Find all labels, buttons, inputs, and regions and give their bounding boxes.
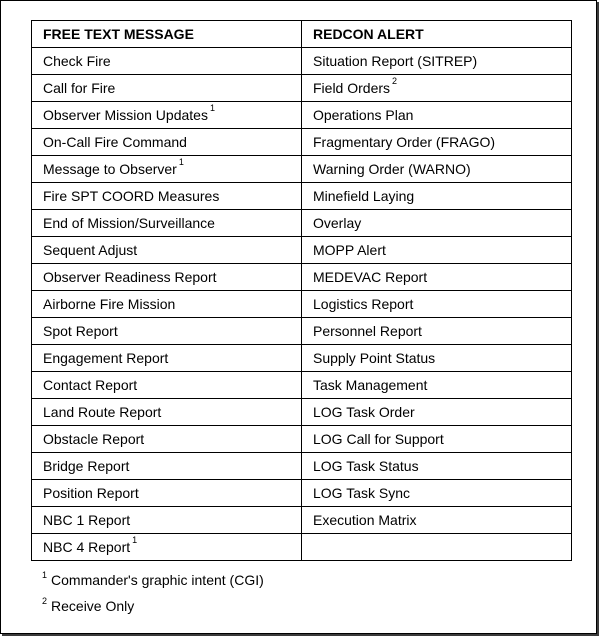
redcon-alert-label: LOG Task Sync xyxy=(313,485,411,501)
redcon-alert-cell xyxy=(302,237,572,264)
free-text-message-label: Check Fire xyxy=(43,53,111,69)
free-text-message-cell xyxy=(32,453,302,480)
table-row xyxy=(32,102,572,129)
free-text-message-label: Sequent Adjust xyxy=(43,242,138,258)
redcon-alert-label: Execution Matrix xyxy=(313,512,417,528)
table-row xyxy=(32,291,572,318)
redcon-alert-label: Situation Report (SITREP) xyxy=(313,53,478,69)
footnote xyxy=(42,567,264,593)
redcon-alert-cell xyxy=(302,318,572,345)
free-text-message-label: Observer Readiness Report xyxy=(43,269,217,285)
redcon-alert-label: Warning Order (WARNO) xyxy=(313,161,471,177)
header-free-text-message: FREE TEXT MESSAGE xyxy=(32,21,302,48)
redcon-alert-cell xyxy=(302,129,572,156)
footnote-marker: 1 xyxy=(42,570,48,580)
redcon-alert-label: MEDEVAC Report xyxy=(313,269,428,285)
footnote-marker: 1 xyxy=(132,535,138,545)
redcon-alert-label: Overlay xyxy=(313,215,362,231)
free-text-message-cell xyxy=(32,480,302,507)
free-text-message-cell xyxy=(32,507,302,534)
table-row xyxy=(32,372,572,399)
free-text-message-cell xyxy=(32,156,302,183)
redcon-alert-label: LOG Task Order xyxy=(313,404,415,420)
redcon-alert-cell xyxy=(302,210,572,237)
redcon-alert-label: Fragmentary Order (FRAGO) xyxy=(313,134,496,150)
free-text-message-label: On-Call Fire Command xyxy=(43,134,187,150)
footnote-text: Receive Only xyxy=(51,598,135,614)
free-text-message-label: Airborne Fire Mission xyxy=(43,296,176,312)
table-row xyxy=(32,534,572,561)
free-text-message-cell xyxy=(32,102,302,129)
table-row xyxy=(32,345,572,372)
redcon-alert-cell xyxy=(302,399,572,426)
free-text-message-cell xyxy=(32,264,302,291)
free-text-message-label: Land Route Report xyxy=(43,404,162,420)
redcon-alert-cell xyxy=(302,345,572,372)
footnote-marker: 1 xyxy=(209,103,215,113)
free-text-message-cell xyxy=(32,534,302,561)
free-text-message-label: Observer Mission Updates xyxy=(43,107,208,123)
free-text-message-label: Obstacle Report xyxy=(43,431,145,447)
redcon-alert-cell xyxy=(302,480,572,507)
free-text-message-cell xyxy=(32,48,302,75)
free-text-message-cell xyxy=(32,318,302,345)
free-text-message-cell xyxy=(32,372,302,399)
footnote-marker: 1 xyxy=(178,157,184,167)
table-body xyxy=(32,48,572,561)
free-text-message-label: Bridge Report xyxy=(43,458,130,474)
table-row xyxy=(32,129,572,156)
redcon-alert-label: Operations Plan xyxy=(313,107,414,123)
table-row xyxy=(32,399,572,426)
free-text-message-label: Position Report xyxy=(43,485,139,501)
free-text-message-cell xyxy=(32,129,302,156)
redcon-alert-label: Task Management xyxy=(313,377,428,393)
table-header-row xyxy=(32,21,572,48)
table-row xyxy=(32,156,572,183)
table-row xyxy=(32,210,572,237)
footnote-marker: 2 xyxy=(42,596,48,606)
redcon-alert-label: LOG Task Status xyxy=(313,458,419,474)
free-text-message-cell xyxy=(32,399,302,426)
redcon-alert-label: Logistics Report xyxy=(313,296,414,312)
redcon-alert-cell xyxy=(302,75,572,102)
footnote xyxy=(42,593,264,619)
redcon-alert-cell xyxy=(302,291,572,318)
footnotes xyxy=(42,567,264,619)
free-text-message-label: NBC 1 Report xyxy=(43,512,131,528)
free-text-message-label: Fire SPT COORD Measures xyxy=(43,188,220,204)
free-text-message-cell xyxy=(32,426,302,453)
free-text-message-label: NBC 4 Report xyxy=(43,539,131,555)
free-text-message-label: Contact Report xyxy=(43,377,138,393)
footnote-text: Commander's graphic intent (CGI) xyxy=(51,572,264,588)
redcon-alert-cell xyxy=(302,507,572,534)
free-text-message-cell xyxy=(32,345,302,372)
redcon-alert-cell xyxy=(302,48,572,75)
redcon-alert-label: MOPP Alert xyxy=(313,242,386,258)
table-row xyxy=(32,480,572,507)
free-text-message-cell xyxy=(32,291,302,318)
table-row xyxy=(32,183,572,210)
redcon-alert-label: LOG Call for Support xyxy=(313,431,444,447)
redcon-alert-cell xyxy=(302,372,572,399)
redcon-alert-cell xyxy=(302,183,572,210)
table-row xyxy=(32,75,572,102)
message-types-table xyxy=(31,20,572,561)
free-text-message-label: Call for Fire xyxy=(43,80,116,96)
table-row xyxy=(32,318,572,345)
free-text-message-label: Spot Report xyxy=(43,323,118,339)
table-row xyxy=(32,507,572,534)
table-row xyxy=(32,264,572,291)
table-row xyxy=(32,426,572,453)
redcon-alert-label: Field Orders xyxy=(313,80,391,96)
free-text-message-label: Engagement Report xyxy=(43,350,169,366)
free-text-message-label: Message to Observer xyxy=(43,161,177,177)
free-text-message-label: End of Mission/Surveillance xyxy=(43,215,215,231)
redcon-alert-cell xyxy=(302,534,572,561)
free-text-message-cell xyxy=(32,183,302,210)
table-row xyxy=(32,237,572,264)
redcon-alert-cell xyxy=(302,426,572,453)
redcon-alert-cell xyxy=(302,264,572,291)
redcon-alert-cell xyxy=(302,156,572,183)
table-row xyxy=(32,48,572,75)
redcon-alert-cell xyxy=(302,102,572,129)
redcon-alert-label: Supply Point Status xyxy=(313,350,436,366)
free-text-message-cell xyxy=(32,237,302,264)
redcon-alert-label: Personnel Report xyxy=(313,323,422,339)
header-redcon-alert: REDCON ALERT xyxy=(302,21,572,48)
free-text-message-cell xyxy=(32,210,302,237)
free-text-message-cell xyxy=(32,75,302,102)
footnote-marker: 2 xyxy=(392,76,398,86)
redcon-alert-label: Minefield Laying xyxy=(313,188,415,204)
table-row xyxy=(32,453,572,480)
redcon-alert-cell xyxy=(302,453,572,480)
